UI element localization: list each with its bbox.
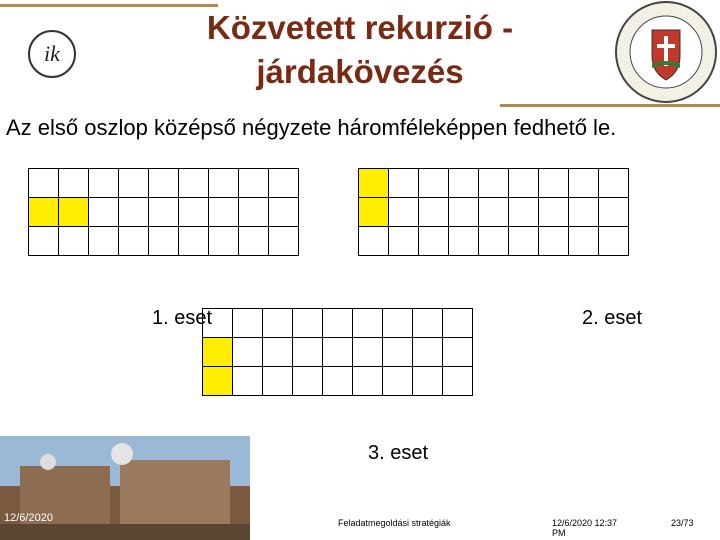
tile-cell bbox=[383, 338, 413, 367]
tile-cell bbox=[569, 198, 599, 227]
tile-cell bbox=[389, 198, 419, 227]
tile-cell bbox=[599, 198, 629, 227]
tile-cell bbox=[149, 227, 179, 256]
tile-cell bbox=[149, 198, 179, 227]
tile-cell bbox=[119, 169, 149, 198]
tile-cell bbox=[239, 169, 269, 198]
grid-row bbox=[29, 169, 299, 198]
grid-row bbox=[359, 227, 629, 256]
footer-date-left: 12/6/2020 bbox=[4, 512, 53, 524]
tile-cell bbox=[239, 227, 269, 256]
tile-cell bbox=[59, 169, 89, 198]
grid-row bbox=[359, 198, 629, 227]
title-line-1: Közvetett rekurzió - bbox=[206, 9, 514, 46]
intro-text: Az első oszlop középső négyzete háromféleképpen fedhető le. bbox=[6, 115, 617, 140]
grid-row bbox=[29, 198, 299, 227]
footer-datetime: 12/6/2020 12:37 PM bbox=[552, 518, 618, 538]
tile-cell bbox=[419, 227, 449, 256]
footer-page-number: 23/73 bbox=[671, 518, 694, 528]
tile-cell bbox=[269, 198, 299, 227]
tile-cell bbox=[179, 227, 209, 256]
tile-cell bbox=[359, 227, 389, 256]
tile-cell bbox=[479, 227, 509, 256]
tile-cell bbox=[449, 198, 479, 227]
tile-cell bbox=[413, 309, 443, 338]
tile-cell bbox=[323, 309, 353, 338]
tile-cell bbox=[539, 198, 569, 227]
tile-cell bbox=[293, 367, 323, 396]
case3-label: 3. eset bbox=[368, 442, 429, 464]
tile-cell bbox=[353, 309, 383, 338]
tile-cell bbox=[449, 227, 479, 256]
tile-cell bbox=[419, 169, 449, 198]
tile-cell-yellow bbox=[203, 338, 233, 367]
tile-cell bbox=[293, 309, 323, 338]
tile-cell bbox=[119, 227, 149, 256]
tile-cell bbox=[383, 367, 413, 396]
tile-cell bbox=[383, 309, 413, 338]
title-line-2: járdakövezés bbox=[256, 53, 464, 90]
tile-cell bbox=[509, 198, 539, 227]
tile-cell bbox=[89, 169, 119, 198]
case2-label: 2. eset bbox=[582, 307, 643, 329]
tile-cell bbox=[449, 169, 479, 198]
case1-grid bbox=[28, 168, 299, 256]
tile-cell bbox=[89, 198, 119, 227]
tile-cell bbox=[353, 367, 383, 396]
tile-cell bbox=[599, 169, 629, 198]
tile-cell bbox=[233, 309, 263, 338]
case1-label: 1. eset bbox=[152, 307, 213, 329]
tile-cell bbox=[413, 367, 443, 396]
footer-center: Feladatmegoldási stratégiák bbox=[338, 518, 451, 528]
tile-cell bbox=[389, 227, 419, 256]
case2-grid bbox=[358, 168, 629, 256]
tile-cell bbox=[233, 338, 263, 367]
tile-cell-yellow bbox=[29, 198, 59, 227]
grid-row bbox=[203, 338, 473, 367]
tile-cell bbox=[29, 227, 59, 256]
tile-cell bbox=[263, 367, 293, 396]
grid-row bbox=[359, 169, 629, 198]
campus-photo bbox=[0, 436, 250, 540]
grid-row bbox=[203, 367, 473, 396]
tile-cell bbox=[389, 169, 419, 198]
tile-cell bbox=[269, 169, 299, 198]
tile-cell bbox=[509, 227, 539, 256]
tile-cell bbox=[239, 198, 269, 227]
tile-cell bbox=[443, 309, 473, 338]
tile-cell bbox=[209, 227, 239, 256]
tile-cell bbox=[323, 367, 353, 396]
tile-cell bbox=[443, 367, 473, 396]
tile-cell bbox=[323, 338, 353, 367]
tile-cell-yellow bbox=[359, 198, 389, 227]
tile-cell bbox=[233, 367, 263, 396]
tile-cell bbox=[443, 338, 473, 367]
tile-cell bbox=[599, 227, 629, 256]
tile-cell-yellow bbox=[59, 198, 89, 227]
tile-cell bbox=[293, 338, 323, 367]
tile-cell bbox=[59, 227, 89, 256]
tile-cell bbox=[149, 169, 179, 198]
tile-cell bbox=[209, 169, 239, 198]
tile-cell bbox=[29, 169, 59, 198]
tile-cell bbox=[263, 338, 293, 367]
grid-row bbox=[29, 227, 299, 256]
tile-cell bbox=[569, 227, 599, 256]
tile-cell bbox=[413, 338, 443, 367]
title-underline bbox=[500, 104, 720, 107]
tile-cell bbox=[419, 198, 449, 227]
tile-cell bbox=[263, 309, 293, 338]
tile-cell bbox=[353, 338, 383, 367]
ik-logo: ik bbox=[28, 30, 76, 78]
tile-cell bbox=[269, 227, 299, 256]
tile-cell bbox=[89, 227, 119, 256]
tile-cell bbox=[179, 169, 209, 198]
slide-title bbox=[150, 6, 570, 94]
tile-cell bbox=[539, 169, 569, 198]
tile-cell bbox=[539, 227, 569, 256]
tile-cell bbox=[479, 169, 509, 198]
tile-cell bbox=[209, 198, 239, 227]
tile-cell bbox=[479, 198, 509, 227]
tile-cell-yellow bbox=[359, 169, 389, 198]
tile-cell-yellow bbox=[203, 367, 233, 396]
university-seal-icon bbox=[614, 0, 718, 104]
tile-cell bbox=[569, 169, 599, 198]
grid-row bbox=[203, 309, 473, 338]
tile-cell bbox=[119, 198, 149, 227]
tile-cell bbox=[509, 169, 539, 198]
case3-grid bbox=[202, 308, 473, 396]
tile-cell bbox=[179, 198, 209, 227]
